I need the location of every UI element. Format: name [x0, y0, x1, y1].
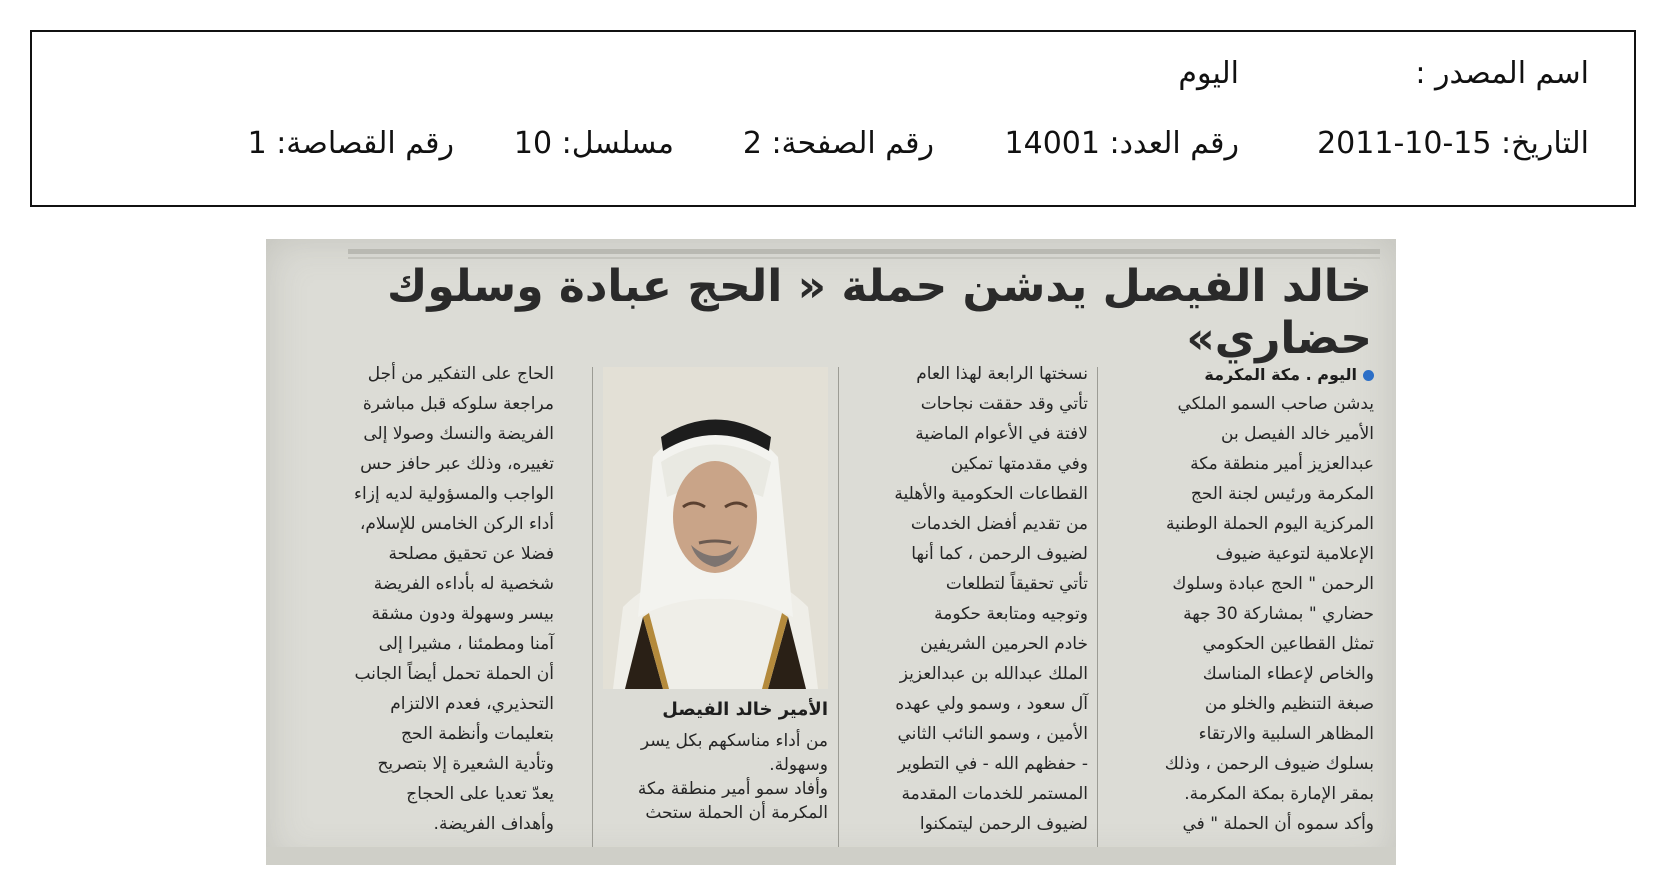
issue-number-field: رقم العدد: 14001: [1004, 126, 1239, 161]
source-value: اليوم: [1178, 56, 1239, 91]
article-column-1: يدشن صاحب السمو الملكي الأمير خالد الفيصل بن عبدالعزيز أمير منطقة مكة المكرمة ورئيس لجنة الحج المركزية اليوم الحملة الوطنية الإعلامية لتوعية ضيوف الرحمن " الحج عبادة وسلوك حضاري " بمشاركة 30 جهة تمثل القطاعين الحكومي والخاص لإعطاء المناسك صبغة التنظيم والخلو من المظاهر السلبية والارتقاء بسلوك ضيوف الرحمن ، وذلك بمقر الإمارة بمكة المكرمة. وأكد سموه أن الحملة " في: [1164, 394, 1374, 834]
dateline-bullet-icon: [1363, 370, 1374, 381]
serial-field: مسلسل: 10: [513, 126, 674, 161]
column-3-text: من أداء مناسكهم بكل يسر وسهولة. وأفاد سمو أمير منطقة مكة المكرمة أن الحملة ستحث: [637, 731, 828, 823]
column-divider: [592, 367, 593, 847]
source-label: اسم المصدر :: [1415, 56, 1589, 91]
newspaper-clipping: [266, 239, 1396, 865]
page-number-field: رقم الصفحة: 2: [742, 126, 934, 161]
top-rule-thin: [348, 257, 1380, 259]
dateline: [1204, 365, 1374, 384]
clip-number-field: رقم القصاصة: 1: [247, 126, 454, 161]
article-column-2: نسختها الرابعة لهذا العام تأتي وقد حققت نجاحات لافتة في الأعوام الماضية وفي مقدمتها تمكين القطاعات الحكومية والأهلية من تقديم أفضل الخدمات لضيوف الرحمن ، كما أنها تأتي تحقيقاً لتطلعات وتوجيه ومتابعة حكومة خادم الحرمين الشريفين الملك عبدالله بن عبدالعزيز آل سعود ، وسمو ولي عهده الأمين ، وسمو النائب الثاني - حفظهم الله - في التطوير المستمر للخدمات المقدمة لضيوف الرحمن ليتمكنوا: [894, 364, 1088, 834]
top-rule: [348, 249, 1380, 254]
date-field: التاريخ: 15-10-2011: [1317, 126, 1589, 161]
source-info-box: [30, 30, 1636, 207]
column-divider: [838, 367, 839, 847]
article-headline: خالد الفيصل يدشن حملة « الحج عبادة وسلوك حضاري»: [387, 261, 1372, 364]
photo-caption-name: الأمير خالد الفيصل: [662, 699, 828, 720]
clipping-bottom-edge: [266, 847, 1396, 865]
portrait-photo: [603, 367, 828, 689]
dateline-text: اليوم . مكة المكرمة: [1204, 365, 1357, 384]
portrait-image: [603, 367, 828, 689]
article-column-4: الحاج على التفكير من أجل مراجعة سلوكه قبل مباشرة الفريضة والنسك وصولا إلى تغييره، وذلك عبر حافز حس الواجب والمسؤولية لديه إزاء أداء الركن الخامس للإسلام، فضلا عن تحقيق مصلحة شخصية له بأداءه الفريضة بيسر وسهولة ودون مشقة آمنا ومطمئنا ، مشيرا إلى أن الحملة تحمل أيضاً الجانب التحذيري، فعدم الالتزام بتعليمات وأنظمة الحج وتأدية الشعيرة إلا بتصريح يعدّ تعديا على الحجاج وأهداف الفريضة.: [354, 364, 554, 834]
column-divider: [1097, 367, 1098, 847]
